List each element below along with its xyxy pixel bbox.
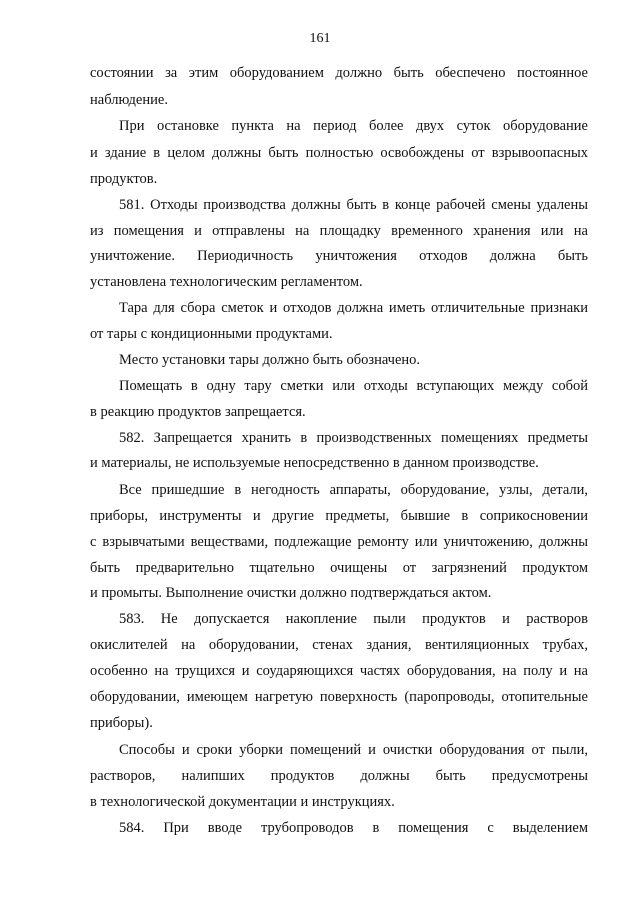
text-line: в технологической документации и инструкциях. — [90, 794, 395, 810]
page-number: 161 — [309, 31, 331, 46]
text-line: наблюдение. — [90, 92, 168, 108]
text-line: установлена технологическим регламентом. — [90, 274, 363, 290]
text-line: с взрывчатыми веществами, подлежащие ремонту или уничтожению, должны — [90, 534, 588, 550]
text-line: и промыты. Выполнение очистки должно подтверждаться актом. — [90, 585, 492, 601]
text-line: Место установки тары должно быть обозначено. — [119, 352, 421, 368]
text-line: состоянии за этим оборудованием должно быть обеспечено постоянное — [90, 65, 588, 81]
text-line: приборы, инструменты и другие предметы, бывшие в соприкосновении — [90, 508, 588, 524]
text-line: уничтожение. Периодичность уничтожения отходов должна быть — [90, 248, 588, 264]
text-line: оборудовании, имеющем нагретую поверхность (паропроводы, отопительные — [90, 689, 588, 705]
text-line: продуктов. — [90, 171, 158, 187]
text-line: Помещать в одну тару сметки или отходы вступающих между собой — [119, 378, 588, 394]
text-line: Тара для сбора сметок и отходов должна иметь отличительные признаки — [119, 300, 588, 316]
text-line: При остановке пункта на период более двух суток оборудование — [119, 118, 588, 134]
text-line: из помещения и отправлены на площадку временного хранения или на — [90, 223, 588, 239]
text-line: и материалы, не используемые непосредственно в данном производстве. — [90, 455, 539, 471]
text-line: растворов, налипших продуктов должны быть предусмотрены — [90, 768, 588, 784]
text-line: и здание в целом должны быть полностью освобождены от взрывоопасных — [90, 145, 588, 161]
text-line: 581. Отходы производства должны быть в конце рабочей смены удалены — [119, 197, 588, 213]
text-line: 583. Не допускается накопление пыли продуктов и растворов — [119, 611, 588, 627]
text-line: Все пришедшие в негодность аппараты, оборудование, узлы, детали, — [119, 482, 588, 498]
text-line: особенно на трущихся и соударяющихся частях оборудования, на полу и на — [90, 663, 588, 679]
text-line: Способы и сроки уборки помещений и очистки оборудования от пыли, — [119, 742, 588, 758]
text-line: окислителей на оборудовании, стенах здания, вентиляционных трубах, — [90, 637, 588, 653]
text-line: приборы). — [90, 715, 153, 731]
text-line: в реакцию продуктов запрещается. — [90, 404, 306, 420]
text-line: 584. При вводе трубопроводов в помещения с выделением — [119, 820, 588, 836]
text-line: от тары с кондиционными продуктами. — [90, 326, 333, 342]
text-line: 582. Запрещается хранить в производственных помещениях предметы — [119, 430, 588, 446]
text-line: быть предварительно тщательно очищены от загрязнений продуктом — [90, 560, 588, 576]
